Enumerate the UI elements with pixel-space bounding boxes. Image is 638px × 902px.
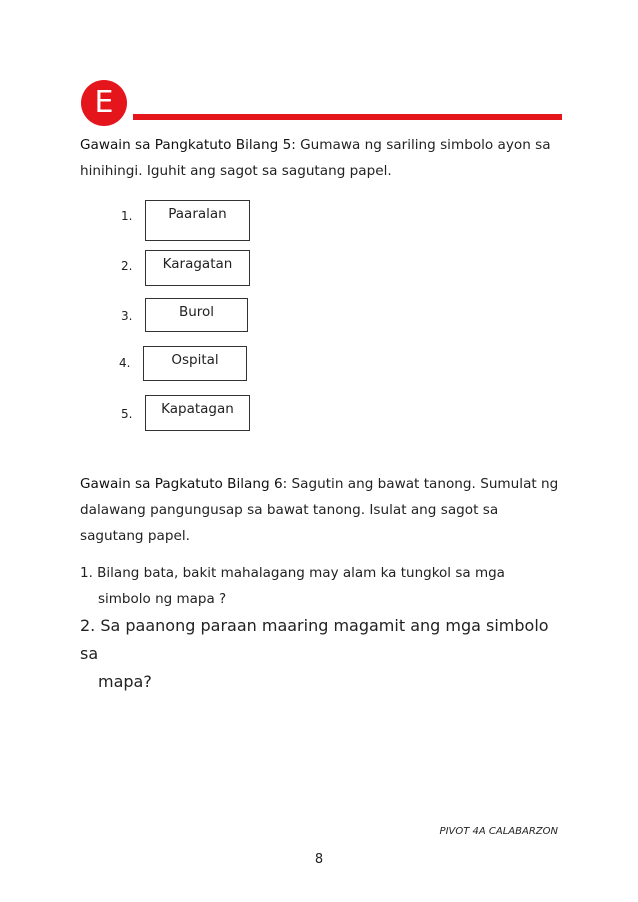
symbol-box: [143, 346, 247, 381]
symbol-box: [145, 395, 250, 431]
question-2: [80, 612, 560, 696]
activity-6-text: Sagutin ang bawat tanong. Sumulat ng dalawang pangungusap sa bawat tanong. Isulat ang sagot sa sagutang papel.: [80, 476, 559, 544]
activity-5-heading: Gawain sa Pangkatuto Bilang 5:: [80, 137, 296, 153]
item-number: 2.: [121, 259, 133, 273]
symbol-label: Paaralan: [168, 206, 227, 222]
footer-label: PIVOT 4A CALABARZON: [439, 826, 558, 837]
section-divider: [133, 114, 562, 120]
item-number: 4.: [119, 356, 131, 370]
activity-5-instructions: [80, 132, 560, 184]
activity-5-text: Gumawa ng sariling simbolo ayon sa hinihingi. Iguhit ang sagot sa sagutang papel.: [80, 137, 551, 179]
item-number: 3.: [121, 309, 133, 323]
item-number: 1.: [121, 209, 133, 223]
question-1: [80, 560, 550, 612]
symbol-box: [145, 200, 250, 241]
symbol-label: Ospital: [171, 352, 219, 368]
symbol-label: Karagatan: [162, 256, 233, 272]
question-1-line-2: simbolo ng mapa ?: [98, 591, 227, 607]
activity-6-heading: Gawain sa Pagkatuto Bilang 6:: [80, 476, 288, 492]
question-2-line-1: 2. Sa paanong paraan maaring magamit ang mga simbolo sa: [80, 616, 549, 663]
symbol-box: [145, 298, 248, 332]
page-number: 8: [314, 852, 324, 867]
section-badge: E: [81, 80, 127, 126]
symbol-box: [145, 250, 250, 286]
question-2-line-2: mapa?: [98, 672, 152, 691]
question-1-line-1: 1. Bilang bata, bakit mahalagang may alam ka tungkol sa mga: [80, 565, 505, 581]
symbol-label: Burol: [178, 304, 215, 320]
activity-6-instructions: [80, 471, 560, 549]
item-number: 5.: [121, 407, 133, 421]
symbol-label: Kapatagan: [161, 401, 234, 417]
